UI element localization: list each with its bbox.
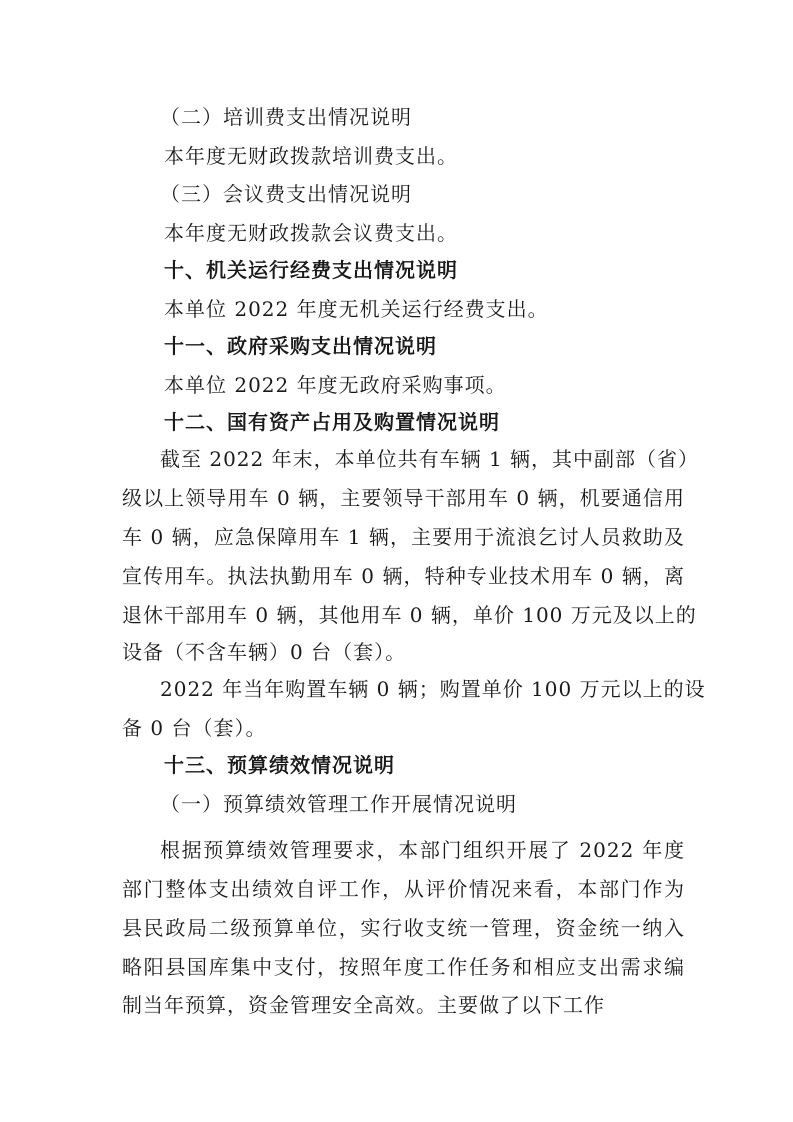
subheading-performance-management: （一）预算绩效管理工作开展情况说明 (160, 792, 517, 816)
heading-section-11: 十一、政府采购支出情况说明 (164, 334, 437, 358)
paragraph-performance-line-4: 略阳县国库集中支付，按照年度工作任务和相应支出需求编 (122, 955, 685, 979)
paragraph-training-fee: 本年度无财政拨款培训费支出。 (164, 144, 458, 168)
paragraph-performance-line-1: 根据预算绩效管理要求，本部门组织开展了 2022 年度 (160, 838, 685, 862)
paragraph-section-10: 本单位 2022 年度无机关运行经费支出。 (164, 297, 549, 321)
heading-section-12: 十二、国有资产占用及购置情况说明 (164, 410, 500, 434)
heading-section-13: 十三、预算绩效情况说明 (164, 753, 395, 777)
paragraph-assets-line-5: 退休干部用车 0 辆，其他用车 0 辆，单价 100 万元及以上的 (122, 603, 697, 627)
paragraph-assets-line-6: 设备（不含车辆）0 台（套）。 (122, 640, 407, 664)
paragraph-assets-line-2: 级以上领导用车 0 辆，主要领导干部用车 0 辆，机要通信用 (122, 486, 685, 510)
paragraph-meeting-fee: 本年度无财政拨款会议费支出。 (164, 221, 458, 245)
paragraph-performance-line-3: 县民政局二级预算单位，实行收支统一管理，资金统一纳入 (122, 916, 685, 940)
paragraph-purchases-line-2: 备 0 台（套）。 (122, 716, 267, 740)
paragraph-performance-line-5: 制当年预算，资金管理安全高效。主要做了以下工作 (122, 993, 605, 1017)
subheading-meeting-fee: （三）会议费支出情况说明 (160, 182, 412, 206)
paragraph-section-11: 本单位 2022 年度无政府采购事项。 (164, 373, 507, 397)
paragraph-performance-line-2: 部门整体支出绩效自评工作，从评价情况来看，本部门作为 (122, 877, 685, 901)
heading-section-10: 十、机关运行经费支出情况说明 (164, 258, 458, 282)
paragraph-assets-line-4: 宣传用车。执法执勤用车 0 辆，特种专业技术用车 0 辆，离 (122, 564, 685, 588)
paragraph-assets-line-3: 车 0 辆，应急保障用车 1 辆，主要用于流浪乞讨人员救助及 (122, 525, 685, 549)
paragraph-assets-line-1: 截至 2022 年末，本单位共有车辆 1 辆，其中副部（省） (160, 447, 700, 471)
paragraph-purchases-line-1: 2022 年当年购置车辆 0 辆；购置单价 100 万元以上的设 (160, 677, 706, 701)
subheading-training-fee: （二）培训费支出情况说明 (160, 105, 412, 129)
